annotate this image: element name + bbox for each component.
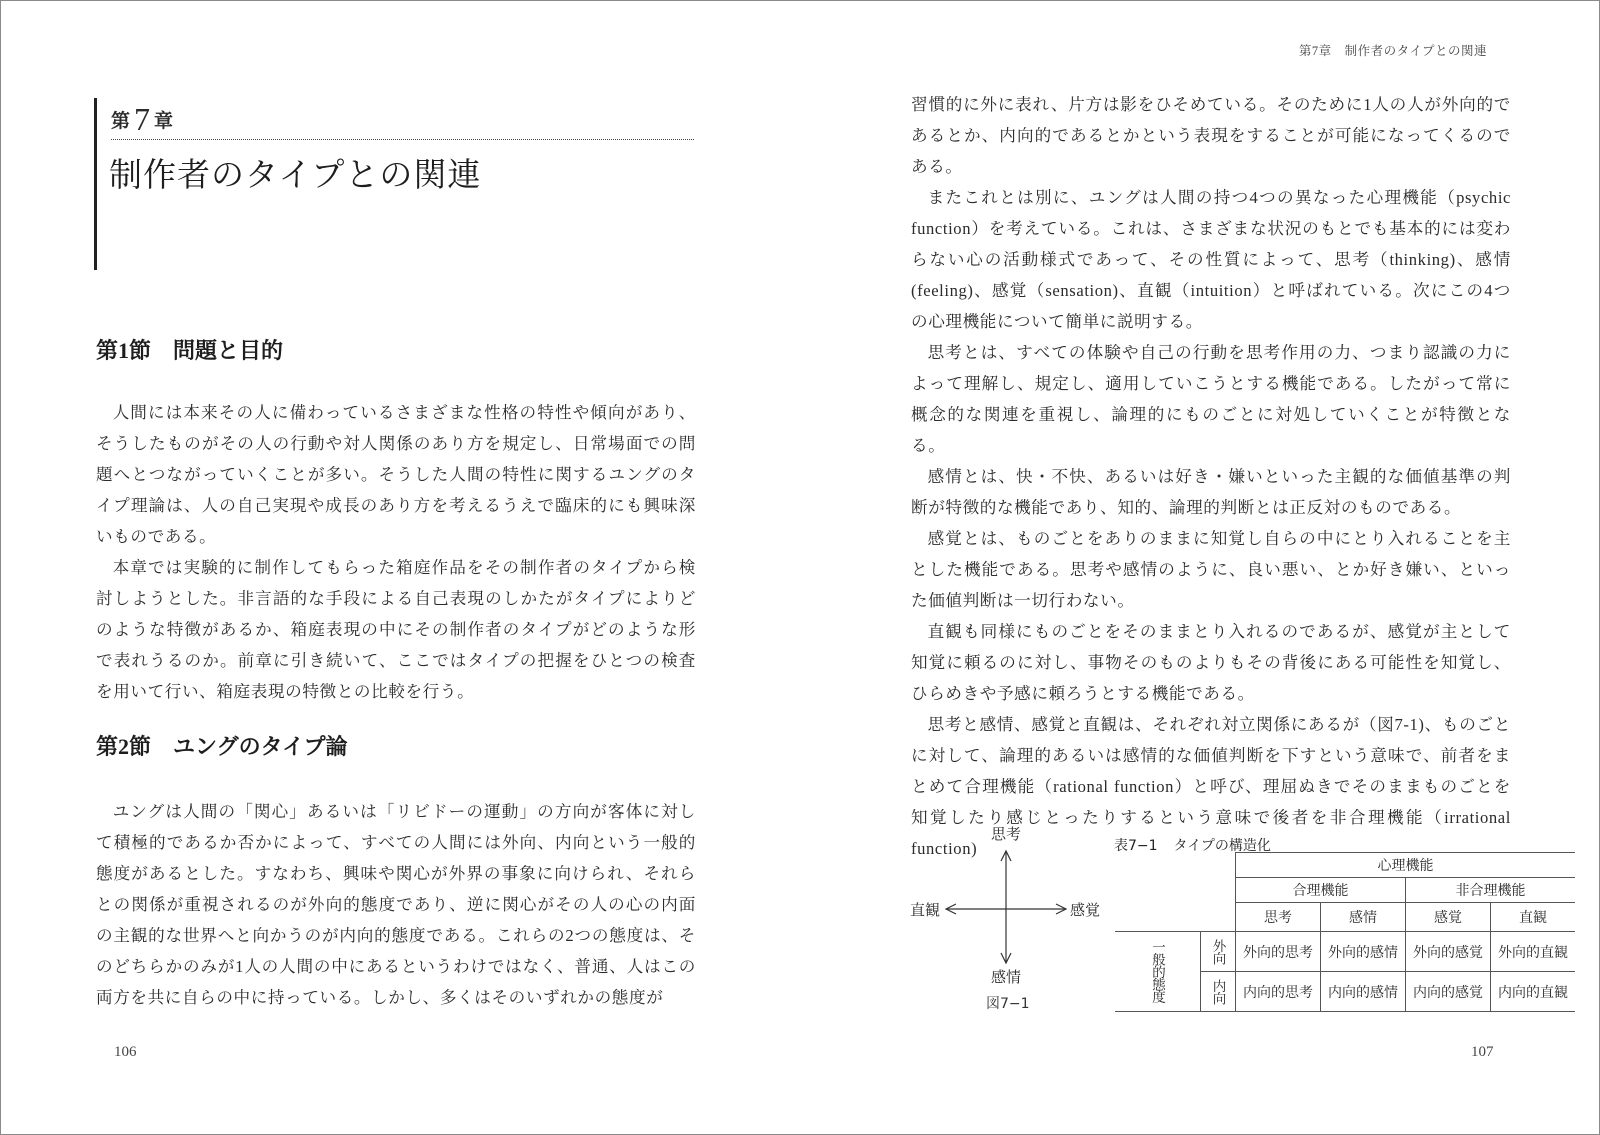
section-2-heading <box>96 730 347 761</box>
page-number-right: 107 <box>1471 1044 1494 1060</box>
paragraph: 本章では実験的に制作してもらった箱庭作品をその制作者のタイプから検討しようとした。非言語的な手段による自己表現のしかたがタイプによりどのような特徴があるか、箱庭表現の中にその制作者のタイプがどのような形で表れうるのか。前章に引き続いて、ここではタイプの把握をひとつの検査を用いて行い、箱庭表現の特徴との比較を行う。 <box>96 558 696 701</box>
paragraph: 直観も同様にものごとをそのままとり入れるのであるが、感覚が主として知覚に頼るのに対し、事物そのものよりもその背後にある可能性を知覚し、ひらめきや予感に頼ろうとする機能である。 <box>911 622 1511 703</box>
chapter-prefix: 第 <box>111 110 132 132</box>
page-number-left: 106 <box>114 1044 137 1060</box>
row-label: 外向 <box>1201 932 1236 972</box>
figure-caption: 図7−1 <box>986 996 1030 1012</box>
table-cell: 内向的思考 <box>1236 972 1321 1012</box>
chapter-accent-bar <box>94 98 97 270</box>
header-irrational: 非合理機能 <box>1406 878 1576 903</box>
section-2-title: ユングのタイプ論 <box>173 734 348 759</box>
figure-7-1 <box>906 823 1106 1023</box>
row-group-label: 一般的態度 <box>1115 932 1201 1012</box>
chapter-number <box>111 101 174 138</box>
header-rational: 合理機能 <box>1236 878 1406 903</box>
paragraph: ユングは人間の「関心」あるいは「リビドーの運動」の方向が客体に対して積極的であるか否かによって、すべての人間には外向、内向という一般的態度があるとした。すなわち、興味や関心が外界の事象に向けられ、それらとの関係が重視されるのが外向的態度であり、逆に関心がその人の心の内面の主観的な世界へと向かうのが内向的態度である。これらの2つの態度は、そのどちらかのみが1人の人間の中にあるというわけではなく、普通、人はこの両方を共に自らの中に持っている。しかし、多くはそのいずれかの態度が <box>96 802 696 1007</box>
table-caption-number: 表7−1 <box>1114 838 1158 854</box>
paragraph: 思考と感情、感覚と直観は、それぞれ対立関係にあるが（図7-1)、ものごとに対して、論理的あるいは感情的な価値判断を下すという意味で、前者をまとめて合理機能（rational function）と呼び、理屈ぬきでそのままものごとを知覚したり感じとったりするという意味で後者を非合理機能（irrational function) <box>911 715 1511 858</box>
table-header-row <box>1115 853 1575 878</box>
paragraph: 人間には本来その人に備わっているさまざまな性格の特性や傾向があり、そうしたものがその人の行動や対人関係のあり方を規定し、日常場面での問題へとつながっていくことが多い。そうした人間の特性に関するユングのタイプ理論は、人の自己実現や成長のあり方を考えるうえで臨床的にも興味深いものである。 <box>96 403 696 546</box>
section-1-title: 問題と目的 <box>173 338 284 363</box>
column-header: 感情 <box>1321 903 1406 932</box>
table-cell: 外向的直観 <box>1491 932 1576 972</box>
table-cell: 内向的感情 <box>1321 972 1406 1012</box>
column-header: 思考 <box>1236 903 1321 932</box>
left-page <box>1 1 801 1134</box>
type-structure-table <box>1115 852 1575 1012</box>
table-cell: 外向的思考 <box>1236 932 1321 972</box>
section-2-body <box>96 796 696 1013</box>
chapter-suffix: 章 <box>154 110 175 132</box>
column-header: 感覚 <box>1406 903 1491 932</box>
paragraph: 感情とは、快・不快、あるいは好き・嫌いといった主観的な価値基準の判断が特徴的な機能であり、知的、論理的判断とは正反対のものである。 <box>911 467 1511 517</box>
label-intuition: 直観 <box>910 903 941 919</box>
table-corner <box>1115 853 1236 932</box>
table-cell: 外向的感覚 <box>1406 932 1491 972</box>
paragraph: 感覚とは、ものごとをありのままに知覚し自らの中にとり入れることを主とした機能である。思考や感情のように、良い悪い、とか好き嫌い、といった価値判断は一切行わない。 <box>911 529 1511 610</box>
running-head: 第7章 制作者のタイプとの関連 <box>1298 44 1487 58</box>
section-2-number: 第2節 <box>96 734 152 759</box>
section-1-heading <box>96 334 283 365</box>
paragraph: 習慣的に外に表れ、片方は影をひそめている。そのために1人の人が外向的であるとか、内向的であるとかという表現をすることが可能になってくるのである。 <box>911 95 1511 176</box>
paragraph: またこれとは別に、ユングは人間の持つ4つの異なった心理機能（psychic function）を考えている。これは、さまざまな状況のもとでも基本的には変わらない心の活動様式であって、その性質によって、思考（thinking)、感情(feeling)、感覚（sensation)、直観（intuition）と呼ばれている。次にこの4つの心理機能について簡単に説明する。 <box>911 188 1511 331</box>
label-feeling: 感情 <box>991 970 1022 986</box>
section-1-number: 第1節 <box>96 338 152 363</box>
table-cell: 内向的感覚 <box>1406 972 1491 1012</box>
chapter-dotted-rule <box>111 139 694 140</box>
label-thinking: 思考 <box>991 827 1022 843</box>
header-psychic-function: 心理機能 <box>1236 853 1576 878</box>
right-page-body <box>911 89 1511 864</box>
column-header: 直観 <box>1491 903 1576 932</box>
table-cell: 外向的感情 <box>1321 932 1406 972</box>
paragraph: 思考とは、すべての体験や自己の行動を思考作用の力、つまり認識の力によって理解し、規定し、適用していこうとする機能である。したがって常に概念的な関連を重視し、論理的にものごとに対処していくことが特徴となる。 <box>911 343 1511 455</box>
chapter-digit: 7 <box>134 101 152 137</box>
table-row <box>1115 932 1575 972</box>
table-cell: 内向的直観 <box>1491 972 1576 1012</box>
label-sensation: 感覚 <box>1070 903 1101 919</box>
section-1-body <box>96 397 696 707</box>
chapter-title: 制作者のタイプとの関連 <box>109 158 482 194</box>
table-caption-title: タイプの構造化 <box>1173 838 1271 854</box>
row-label: 内向 <box>1201 972 1236 1012</box>
